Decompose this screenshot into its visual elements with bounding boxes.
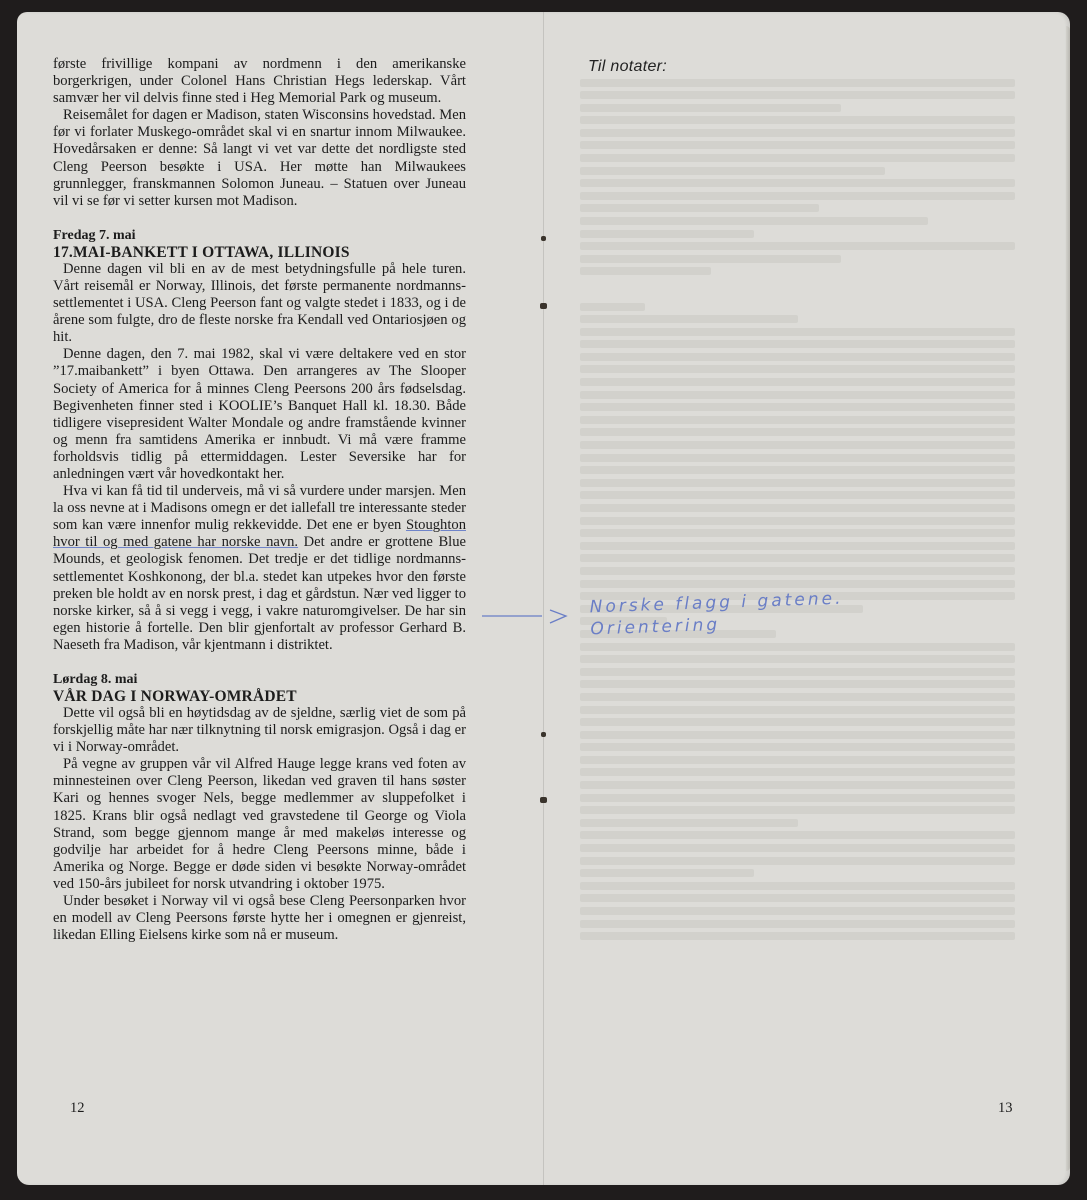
handwritten-note-line-1: Norske flagg i gatene. (589, 588, 844, 618)
section-saturday (53, 672, 466, 944)
page-number-left: 12 (70, 1100, 85, 1116)
paragraph: Under besøket i Norway vil vi også bese Cleng Peersonparken hvor en modell av Cleng Peersons første hytte her i omegnen er gjenreist, likedan Elling Eielsens kirke som nå er museum. (53, 893, 466, 944)
intro-paragraph-2: Reisemålet for dagen er Madison, staten Wisconsins hovedstad. Men før vi forlater Muskego-området skal vi en snartur innom Milwaukee. Hovedårsaken er denne: Så langt vi vet var dette det nordligste sted Cleng Peerson besøkte i USA. Her møtte han Milwaukees grunnlegger, franskmannen Solomon Juneau. – Statuen over Juneau vil vi se før vi setter kursen mot Madison. (53, 107, 466, 209)
left-page-body (53, 56, 466, 944)
section-title: 17.MAI-BANKETT I OTTAWA, ILLINOIS (53, 243, 350, 261)
intro-paragraph-1: første frivillige kompani av nordmenn i den amerikanske borgerkrigen, under Colonel Hans Christian Hegs lederskap. Vårt samvær her vil delvis finne sted i Heg Memorial Park og museum. (53, 56, 466, 107)
staple-hole-icon (541, 732, 546, 737)
section-title: VÅR DAG I NORWAY-OMRÅDET (53, 688, 297, 705)
paragraph-text: Hva vi kan få tid til underveis, må vi så vurdere under marsjen. Men la oss nevne at i Madisons omegn er det iallefall tre interessante steder som kan være innenfor mulig rekkevidde. Det ene er byen (53, 483, 466, 534)
paragraph: Denne dagen, den 7. mai 1982, skal vi være deltakere ved en stor ”17.maibankett” i byen Ottawa. Den arrangeres av The Slooper Society of America for å minnes Cleng Peersons 200 års fødselsdag. Begivenheten finner sted i KOOLIE’s Banquet Hall kl. 18.30. Både tidligere visepresident Walter Mondale og andre framstående kvinner og menn fra samtidens Amerika er innbudt. Vi må være framme forholdsvis tidlig på ettermiddagen. Lester Seversike har for anledningen vært vår hovedkontakt her. (53, 346, 466, 482)
handwritten-note-line-2: Orientering (590, 614, 721, 640)
hand-underlined-text: Stoughton hvor til og med gatene har norske navn. (53, 517, 466, 551)
notes-heading: Til notater: (588, 58, 668, 75)
section-day-label: Lørdag 8. mai (53, 672, 138, 687)
paragraph: På vegne av gruppen vår vil Alfred Hauge legge krans ved foten av minnesteinen over Cleng Peerson, likedan ved graven til hans søster Kari og hennes svoger Nels, begge medlemmer av sluppefolket i 1825. Krans blir også nedlagt ved gravstedene til George og Viola Strand, som begge gjennom mange år med makeløs interesse og godvilje har arbeidet for å hedre Cleng Peersons minne, både i Amerika og Norge. Begge er døde siden vi besøkte Norway-området ved 150-års jubileet for norsk utvandring i oktober 1975. (53, 756, 466, 892)
section-friday (53, 228, 466, 654)
spine-fold (543, 12, 544, 1185)
paragraph-text: Det andre er grottene Blue Mounds, et geologisk fenomen. Det tredje er det tidlige nordmannssettlementet Koshkonong, der bl.a. stedet kan utpekes hvor den første preken ble holdt av en norsk prest, i dag et gårdstun. Nær ved ligger to norske kirker, så å si vegg i vegg, i vakre naturomgivelser. De har sin egen historie å fortelle. Den blir gjenfortalt av professor Gerhard B. Naeseth fra Madison, vår kjentmann i distriktet. (53, 534, 467, 653)
staple-icon (540, 797, 547, 803)
page-number-right: 13 (998, 1100, 1013, 1116)
handwritten-note (589, 588, 844, 641)
handwritten-arrow-icon (482, 607, 592, 627)
section-day-label: Fredag 7. mai (53, 227, 136, 243)
paragraph: Denne dagen vil bli en av de mest betydningsfulle på hele turen. Vårt reisemål er Norway, Illinois, det første permanente nordmanns-settlementet i USA. Cleng Peerson fant og valgte stedet i 1833, og i de årene som fulgte, dro de fleste norske fra Kendall ved Ontariosjøen og hit. (53, 260, 466, 346)
paragraph-with-annotation (53, 483, 466, 654)
staple-icon (540, 303, 547, 309)
paragraph: Dette vil også bli en høytidsdag av de sjeldne, særlig viet de som på forskjellig måte har nær tilknytning til norsk emigrasjon. Også i dag er vi i Norway-området. (53, 705, 466, 756)
staple-hole-icon (541, 236, 546, 241)
